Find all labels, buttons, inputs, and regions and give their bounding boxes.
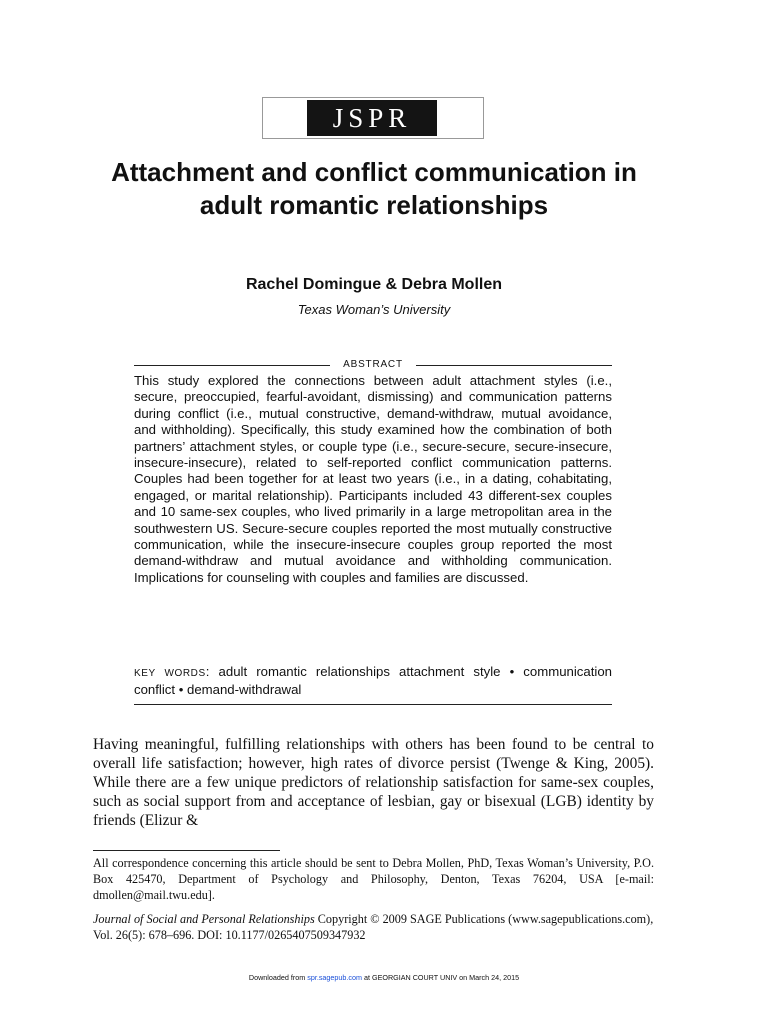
body-paragraph: Having meaningful, fulfilling relationships with others has been found to be central to overall life satisfaction; however, high rates of divorce persist (Twenge & King, 2005). While there are a few unique predictors of relationship satisfaction for same-sex couples, such as social support from and acceptance of lesbian, gay or bisexual (LGB) identity by friends (Elizur & xyxy=(93,736,654,829)
journal-details: Copyright © 2009 SAGE Publications (www.sagepublications.com), Vol. 26(5): 678–696. DOI: 10.1177/0265407509347932 xyxy=(93,912,654,942)
footnote-rule xyxy=(93,850,280,851)
article-title: Attachment and conflict communication in adult romantic relationships xyxy=(111,157,637,220)
abstract-bottom-rule xyxy=(134,704,612,705)
download-prefix: Downloaded from xyxy=(248,973,308,982)
keywords-label: KEY WORDS xyxy=(134,668,206,679)
download-link[interactable]: spr.sagepub.com xyxy=(307,973,362,982)
article-authors: Rachel Domingue & Debra Mollen xyxy=(245,276,503,293)
journal-citation xyxy=(93,911,654,943)
journal-logo-text: JSPR xyxy=(307,100,437,136)
abstract-rule-left xyxy=(134,365,330,366)
journal-name: Journal of Social and Personal Relationships xyxy=(93,912,315,926)
abstract-rule-right xyxy=(416,365,612,366)
download-suffix: at GEORGIAN COURT UNIV on March 24, 2015 xyxy=(361,973,520,982)
keywords-text: adult romantic relationships attachment style • communication conflict • demand-withdrawal xyxy=(134,664,612,698)
correspondence-footnote: All correspondence concerning this article should be sent to Debra Mollen, PhD, Texas Woman’s University, P.O. Box 425470, Department of Psychology and Philosophy, Denton, Texas 76204, USA [e-mail: dmollen@mail.twu.edu]. xyxy=(93,856,654,902)
download-notice xyxy=(0,973,768,982)
abstract-label: ABSTRACT xyxy=(343,359,403,370)
author-affiliation: Texas Woman’s University xyxy=(297,302,451,317)
abstract-text: This study explored the connections between adult attachment styles (i.e., secure, preoccupied, fearful-avoidant, dismissing) and communication patterns during conflict (i.e., mutual constructive, demand-withdraw, mutual avoidance, and withholding). Specifically, this study examined how the combination of both partners’ attachment styles, or couple type (i.e., secure-secure, secure-insecure, insecure-insecure), related to self-reported conflict communication patterns. Couples had been together for at least two years (i.e., in a dating, cohabitating, engaged, or marital relationship). Participants included 43 different-sex couples and 10 same-sex couples, who lived primarily in a large metropolitan area in the southwestern US. Secure-secure couples reported the most mutually constructive communication, while the insecure-insecure couples group reported the most demand-withdraw and mutual avoidance and withholding communication. Implications for counseling with couples and families are discussed. xyxy=(134,373,612,585)
abstract-heading xyxy=(134,359,612,373)
journal-logo xyxy=(262,97,484,139)
keywords: KEY WORDS: adult romantic relationships attachment style • communication conflict • demand-withdrawal xyxy=(134,664,612,698)
